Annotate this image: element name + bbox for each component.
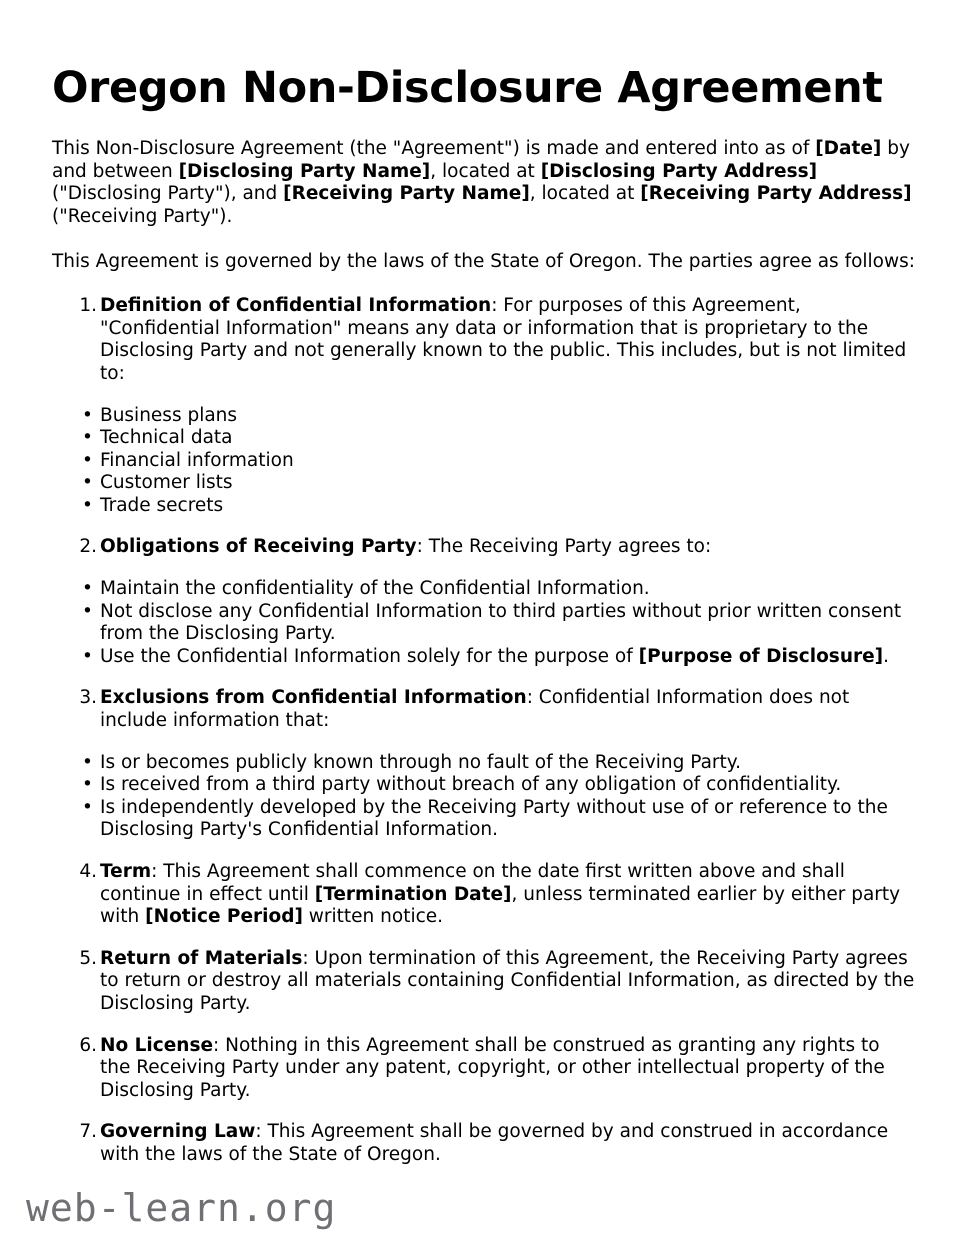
clause-text-run-3: , unless terminated earlier by either party with: [100, 883, 901, 928]
clause-item: [52, 536, 915, 559]
bullet-icon: •: [82, 427, 93, 449]
list-item: [52, 797, 915, 842]
clause-text-run-0: Exclusions from Confidential Information: [100, 687, 527, 709]
paragraph-parties-run-1: [Date]: [815, 138, 882, 160]
list-item: [52, 601, 915, 646]
list-item-text: [100, 578, 650, 599]
clause-text-run-1: : Confidential Information does not include information that:: [100, 687, 850, 732]
clause-text-run-2: [Termination Date]: [314, 883, 512, 905]
clause-text-run-4: [Notice Period]: [145, 906, 303, 928]
clause-text-run-0: Governing Law: [100, 1121, 256, 1143]
paragraph-governing-intro-run-0: This Agreement is governed by the laws of the State of Oregon. The parties agree as follows:: [52, 250, 915, 272]
paragraph-parties-run-10: ("Receiving Party").: [52, 205, 233, 227]
bullet-icon: •: [82, 774, 93, 796]
clause-number: 5.: [79, 947, 97, 969]
clause-item: [52, 1035, 915, 1103]
clause-item: [52, 687, 915, 732]
clause-text-run-0: Obligations of Receiving Party: [100, 536, 417, 558]
list-item-text: [100, 405, 237, 426]
list-item: [52, 646, 915, 669]
paragraph-parties-run-4: , located at: [430, 160, 541, 182]
bullet-icon: •: [82, 404, 93, 426]
clause-number: 4.: [79, 861, 97, 882]
bullet-icon: •: [82, 645, 93, 667]
list-item-text: [100, 774, 841, 795]
clause-text-run-0: Definition of Confidential Information: [100, 295, 492, 317]
list-item-text: [100, 450, 294, 471]
clause-text-run-1: : For purposes of this Agreement, "Confidential Information" means any data or information that is proprietary to the Disclosing Party and not generally known to the public. This includes, but is not limited to:: [100, 295, 907, 384]
bullet-icon: •: [82, 751, 93, 773]
list-item-text-run-0: Use the Confidential Information solely for the purpose of: [100, 645, 639, 667]
list-item: [52, 752, 915, 775]
list-item-text-run-0: Not disclose any Confidential Information to third parties without prior written consent from the Disclosing Party.: [100, 600, 902, 645]
clause-text: [100, 1121, 888, 1165]
paragraph-parties-run-3: [Disclosing Party Name]: [178, 160, 431, 182]
clause-text: [100, 948, 914, 1014]
list-item: [52, 495, 915, 518]
paragraph-parties-run-5: [Disclosing Party Address]: [540, 160, 818, 182]
clause-item: [52, 1121, 915, 1166]
clause-number: 3.: [79, 687, 97, 709]
list-item: [52, 405, 915, 428]
clause-text: [100, 536, 711, 557]
list-item: [52, 472, 915, 495]
list-item: [52, 774, 915, 797]
list-item-text-run-0: Business plans: [100, 404, 238, 426]
clause-text-run-5: written notice.: [302, 906, 444, 928]
clause-item: [52, 295, 915, 385]
list-item: [52, 450, 915, 473]
list-item-text: [100, 472, 233, 493]
paragraph-parties-run-9: [Receiving Party Address]: [640, 183, 912, 205]
list-item-text-run-0: Is received from a third party without breach of any obligation of confidentiality.: [100, 774, 842, 796]
clause-text: [100, 861, 900, 927]
clause-text-run-0: Term: [100, 861, 152, 882]
clause-number: 7.: [79, 1121, 97, 1143]
list-item-text-run-2: .: [883, 645, 890, 667]
list-item-text: [100, 646, 889, 667]
clause-text: [100, 687, 849, 731]
paragraph-parties-run-2: by and between: [52, 138, 910, 182]
clause-text: [100, 295, 906, 384]
list-item-text-run-1: [Purpose of Disclosure]: [638, 645, 884, 667]
bullet-icon: •: [82, 449, 93, 471]
clause-text-run-1: : Upon termination of this Agreement, the Receiving Party agrees to return or destroy all materials containing Confidential Information, as directed by the Disclosing Party.: [100, 947, 915, 1014]
clause-text-run-1: : This Agreement shall commence on the date first written above and shall continue in effect until: [100, 861, 845, 905]
clause-text-run-0: Return of Materials: [100, 947, 303, 969]
paragraph-parties: [52, 138, 915, 228]
clause-text-run-0: No License: [100, 1034, 214, 1056]
clause-item: [52, 861, 915, 929]
intro-paragraphs: [52, 138, 915, 273]
bullet-icon: •: [82, 600, 93, 622]
clause-bullet-list: [52, 752, 915, 842]
paragraph-parties-run-6: ("Disclosing Party"), and: [52, 183, 284, 205]
clause-item: [52, 948, 915, 1016]
list-item-text-run-0: Trade secrets: [100, 494, 224, 516]
list-item: [52, 427, 915, 450]
paragraph-governing-intro: [52, 251, 915, 274]
paragraph-parties-run-8: , located at: [529, 183, 641, 205]
paragraph-parties-run-0: This Non-Disclosure Agreement (the "Agreement") is made and entered into as of: [52, 138, 816, 160]
bullet-icon: •: [82, 472, 93, 494]
list-item-text: [100, 495, 223, 516]
list-item-text: [100, 797, 888, 841]
list-item-text-run-0: Is or becomes publicly known through no fault of the Receiving Party.: [100, 751, 741, 773]
list-item-text-run-0: Customer lists: [100, 472, 233, 494]
watermark: web-learn.org: [26, 1186, 337, 1230]
clause-text-run-1: : The Receiving Party agrees to:: [416, 536, 712, 558]
clause-bullet-list: [52, 578, 915, 668]
clause-number: 1.: [79, 295, 97, 317]
bullet-icon: •: [82, 578, 93, 600]
bullet-icon: •: [82, 796, 93, 818]
clause-bullet-list: [52, 405, 915, 518]
list-item-text-run-0: Technical data: [100, 427, 233, 449]
list-item-text-run-0: Maintain the confidentiality of the Confidential Information.: [100, 578, 650, 600]
clause-text-run-1: : This Agreement shall be governed by and construed in accordance with the laws of the State of Oregon.: [100, 1121, 889, 1165]
page-title: Oregon Non-Disclosure Agreement: [52, 63, 883, 113]
list-item-text-run-0: Financial information: [100, 449, 294, 471]
list-item-text-run-0: Is independently developed by the Receiving Party without use of or reference to the Disclosing Party's Confidential Information.: [100, 796, 888, 841]
clause-text: [100, 1035, 885, 1101]
clause-number: 2.: [79, 536, 97, 558]
list-item-text: [100, 752, 741, 773]
bullet-icon: •: [82, 494, 93, 516]
list-item-text: [100, 427, 233, 448]
clause-text-run-1: : Nothing in this Agreement shall be construed as granting any rights to the Receiving Party under any patent, copyright, or other intellectual property of the Disclosing Party.: [100, 1034, 885, 1101]
list-item: [52, 578, 915, 601]
paragraph-parties-run-7: [Receiving Party Name]: [283, 183, 530, 205]
clause-list: [52, 295, 915, 1166]
clause-number: 6.: [79, 1034, 97, 1056]
list-item-text: [100, 601, 901, 645]
